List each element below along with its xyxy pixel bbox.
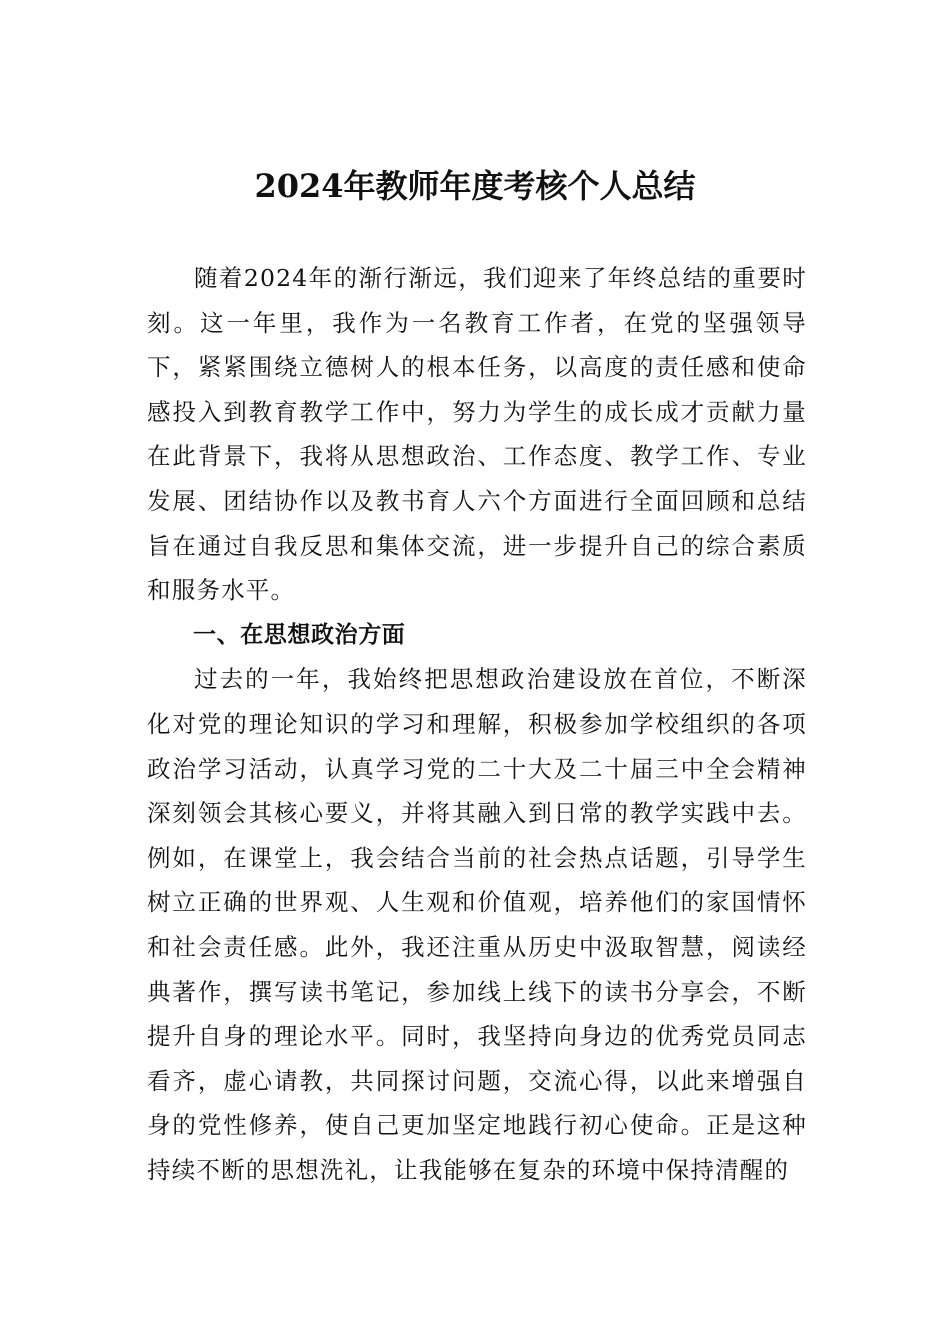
section-paragraph: 过去的一年，我始终把思想政治建设放在首位，不断深化对党的理论知识的学习和理解，积极参加学校组织的各项政治学习活动，认真学习党的二十大及二十届三中全会精神深刻领会其核心要义，并将其融入到日常的教学实践中去。例如，在课堂上，我会结合当前的社会热点话题，引导学生树立正确的世界观、人生观和价值观，培养他们的家国情怀和社会责任感。此外，我还注重从历史中汲取智慧，阅读经典著作，撰写读书笔记，参加线上线下的读书分享会，不断提升自身的理论水平。同时，我坚持向身边的优秀党员同志看齐，虚心请教，共同探讨问题，交流心得，以此来增强自身的党性修养，使自己更加坚定地践行初心使命。正是这种持续不断的思想洗礼，让我能够在复杂的环境中保持清醒的 — [147, 665, 807, 1184]
section-heading: 一、在思想政治方面 — [193, 621, 406, 648]
document-body — [147, 256, 807, 1192]
intro-paragraph: 随着2024年的渐行渐远，我们迎来了年终总结的重要时刻。这一年里，我作为一名教育工作者，在党的坚强领导下，紧紧围绕立德树人的根本任务，以高度的责任感和使命感投入到教育教学工作中，努力为学生的成长成才贡献力量在此背景下，我将从思想政治、工作态度、教学工作、专业发展、团结协作以及教书育人六个方面进行全面回顾和总结旨在通过自我反思和集体交流，进一步提升自己的综合素质和服务水平。 — [147, 264, 807, 605]
document-title: 2024年教师年度考核个人总结 — [254, 167, 696, 205]
